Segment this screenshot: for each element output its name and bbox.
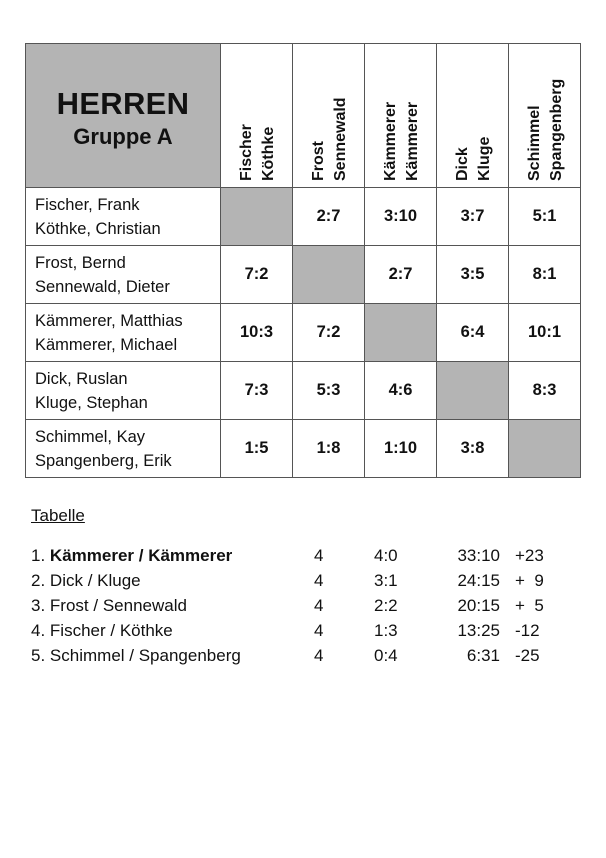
column-header-line2: Kämmerer: [403, 101, 421, 181]
standings-team-name: Dick / Kluge: [49, 570, 141, 590]
team-name-cell: [26, 246, 221, 304]
group-title: HERREN: [56, 85, 190, 121]
standings-points: 4:0: [374, 545, 398, 565]
player-name: Sennewald, Dieter: [35, 277, 170, 296]
standings-team: [31, 643, 314, 668]
score-cell: 3:8: [437, 420, 509, 478]
standings-goals: 24:15: [457, 570, 500, 590]
team-name-cell: [26, 420, 221, 478]
standings-team-name: Kämmerer / Kämmerer: [49, 545, 233, 565]
column-header-line1: Fischer: [237, 124, 255, 181]
player-name: Kluge, Stephan: [35, 393, 148, 412]
standings-diff: -12: [515, 620, 540, 640]
column-header-line2: Sennewald: [331, 97, 349, 181]
column-header-kaemmerer-kaemmerer: [365, 44, 437, 188]
column-header-line2: Kluge: [475, 136, 493, 181]
standings-row: [31, 593, 575, 618]
standings-team-name: Frost / Sennewald: [49, 595, 187, 615]
score-cell: 3:5: [437, 246, 509, 304]
standings-row: [31, 618, 575, 643]
team-row: [26, 420, 581, 478]
group-subtitle: Gruppe A: [73, 123, 173, 149]
score-cell: 10:1: [509, 304, 581, 362]
team-row: [26, 246, 581, 304]
blocked-cell: [509, 420, 581, 478]
score-cell: 3:10: [365, 188, 437, 246]
standings-team: [31, 543, 314, 568]
player-name: Fischer, Frank: [35, 195, 140, 214]
score-cell: 1:5: [221, 420, 293, 478]
standings-rank: 1.: [31, 545, 46, 565]
column-header-line2: Köthke: [259, 126, 277, 181]
team-name-cell: [26, 304, 221, 362]
standings-goals: 13:25: [457, 620, 500, 640]
standings-played: 4: [314, 595, 324, 615]
group-title-cell: [26, 44, 221, 188]
column-header-line2: Spangenberg: [547, 78, 565, 181]
score-cell: 10:3: [221, 304, 293, 362]
standings-played: 4: [314, 545, 324, 565]
standings-team: [31, 568, 314, 593]
standings-played: 4: [314, 645, 324, 665]
score-cell: 4:6: [365, 362, 437, 420]
column-header-line1: Kämmerer: [381, 101, 399, 181]
player-name: Frost, Bernd: [35, 253, 126, 272]
standings-row: [31, 643, 575, 668]
column-header-schimmel-spangenberg: [509, 44, 581, 188]
standings-played: 4: [314, 620, 324, 640]
score-cell: 1:8: [293, 420, 365, 478]
score-cell: 5:3: [293, 362, 365, 420]
column-header-fischer-koethke: [221, 44, 293, 188]
standings-rank: 5.: [31, 645, 46, 665]
standings-goals: 20:15: [457, 595, 500, 615]
standings-diff: -25: [515, 645, 540, 665]
column-header-dick-kluge: [437, 44, 509, 188]
player-name: Spangenberg, Erik: [35, 451, 172, 470]
player-name: Köthke, Christian: [35, 219, 161, 238]
standings-played: 4: [314, 570, 324, 590]
score-cell: 5:1: [509, 188, 581, 246]
header-row: [26, 44, 581, 188]
standings-goals: 33:10: [457, 545, 500, 565]
team-row: [26, 362, 581, 420]
standings-points: 1:3: [374, 620, 398, 640]
column-header-line1: Frost: [309, 141, 327, 181]
standings-diff: + 5: [515, 595, 544, 615]
results-grid: [25, 43, 581, 478]
score-cell: 8:1: [509, 246, 581, 304]
blocked-cell: [293, 246, 365, 304]
team-row: [26, 188, 581, 246]
standings-row: [31, 568, 575, 593]
standings-team: [31, 618, 314, 643]
column-header-line1: Dick: [453, 147, 471, 181]
score-cell: 6:4: [437, 304, 509, 362]
score-cell: 7:2: [293, 304, 365, 362]
column-header-frost-sennewald: [293, 44, 365, 188]
standings-row: [31, 543, 575, 568]
score-cell: 3:7: [437, 188, 509, 246]
standings-diff: + 9: [515, 570, 544, 590]
score-cell: 2:7: [293, 188, 365, 246]
team-name-cell: [26, 188, 221, 246]
player-name: Schimmel, Kay: [35, 427, 146, 446]
player-name: Kämmerer, Michael: [35, 335, 178, 354]
standings-title: Tabelle: [31, 506, 85, 525]
column-header-line1: Schimmel: [525, 105, 543, 181]
blocked-cell: [365, 304, 437, 362]
standings-team-name: Fischer / Köthke: [49, 620, 173, 640]
team-name-cell: [26, 362, 221, 420]
standings-rank: 4.: [31, 620, 46, 640]
score-cell: 2:7: [365, 246, 437, 304]
standings-team: [31, 593, 314, 618]
standings-points: 0:4: [374, 645, 398, 665]
standings-goals: 6:31: [466, 645, 500, 665]
standings-points: 3:1: [374, 570, 398, 590]
player-name: Kämmerer, Matthias: [35, 311, 183, 330]
player-name: Dick, Ruslan: [35, 369, 128, 388]
score-cell: 7:2: [221, 246, 293, 304]
standings-points: 2:2: [374, 595, 398, 615]
standings-table: [31, 543, 575, 668]
standings-diff: +23: [515, 545, 544, 565]
score-cell: 7:3: [221, 362, 293, 420]
standings-section: [31, 505, 575, 668]
standings-rank: 3.: [31, 595, 46, 615]
score-cell: 1:10: [365, 420, 437, 478]
standings-team-name: Schimmel / Spangenberg: [49, 645, 241, 665]
blocked-cell: [437, 362, 509, 420]
standings-rank: 2.: [31, 570, 46, 590]
team-row: [26, 304, 581, 362]
blocked-cell: [221, 188, 293, 246]
score-cell: 8:3: [509, 362, 581, 420]
